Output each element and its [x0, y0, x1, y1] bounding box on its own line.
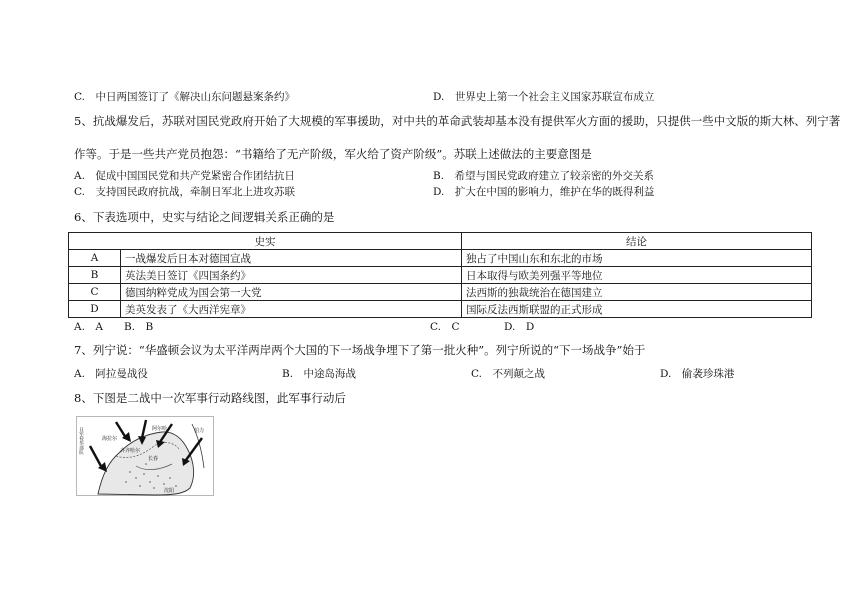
row-conclusion: 独占了中国山东和东北的市场: [462, 250, 812, 267]
map-label-qiqihar: 齐齐哈尔: [120, 448, 141, 454]
q8-stem: 8、下图是二战中一次军事行动路线图，此军事行动后: [74, 391, 346, 405]
row-fact: 一战爆发后日本对德国宣战: [121, 250, 462, 267]
row-conclusion: 法西斯的独裁统治在德国建立: [462, 284, 812, 301]
map-label-changchun: 长春: [148, 456, 159, 462]
header-conclusion: 结论: [462, 233, 812, 250]
military-route-map: [76, 416, 214, 496]
row-key: D: [69, 301, 121, 318]
row-fact: 美英发表了《大西洋宪章》: [121, 301, 462, 318]
q6-stem: 6、下表选项中，史实与结论之间逻辑关系正确的是: [74, 210, 335, 224]
q5-option-b: B. 希望与国民党政府建立了较亲密的外交关系: [433, 170, 655, 182]
map-label-hailar: 海拉尔: [102, 436, 118, 442]
row-key: C: [69, 284, 121, 301]
q6-answer-d: D. D: [504, 321, 535, 333]
q5-stem-line1: 5、抗战爆发后，苏联对国民党政府开始了大规模的军事援助，对中共的革命武装却基本没有提供军火方面的援助，只提供一些中文版的斯大林、列宁著: [74, 114, 841, 128]
q5-stem-line2: 作等。于是一些共产党员抱怨：“书籍给了无产阶级，军火给了资产阶级”。苏联上述做法的主要意图是: [74, 147, 592, 161]
q6-answers-ab: A. A B. B: [74, 321, 154, 333]
q5-option-c: C. 支持国民政府抗战，牵制日军北上进攻苏联: [74, 186, 295, 198]
q7-option-d: D. 偷袭珍珠港: [660, 368, 735, 380]
row-fact: 英法美日签订《四国条约》: [121, 267, 462, 284]
table-row: [69, 284, 812, 301]
table-row: [69, 301, 812, 318]
q7-stem: 7、列宁说：“华盛顿会议为太平洋两岸两个大国的下一场战争埋下了第一批火种”。列宁所说的“下一场战争”始于: [74, 343, 646, 357]
row-fact: 德国纳粹党成为国会第一大党: [121, 284, 462, 301]
q5-option-d: D. 扩大在中国的影响力，维护在华的既得利益: [433, 186, 655, 198]
header-fact: 史实: [69, 233, 462, 250]
prev-question-option-d: D. 世界史上第一个社会主义国家苏联宣布成立: [433, 91, 655, 103]
q5-option-a: A. 促成中国国民党和共产党紧密合作团结抗日: [74, 170, 295, 182]
table-header-row: [69, 233, 812, 250]
q6-answer-c: C. C: [430, 321, 460, 333]
q6-table: [68, 232, 812, 318]
prev-question-option-c: C. 中日两国签订了《解决山东问题悬案条约》: [74, 91, 295, 103]
row-key: B: [69, 267, 121, 284]
q7-option-a: A. 阿拉曼战役: [74, 368, 148, 380]
row-key: A: [69, 250, 121, 267]
row-conclusion: 日本取得与欧美列强平等地位: [462, 267, 812, 284]
row-conclusion: 国际反法西斯联盟的正式形成: [462, 301, 812, 318]
q7-option-b: B. 中途岛海战: [282, 368, 357, 380]
map-side-label: 日军侵华部队: [78, 427, 84, 455]
table-row: [69, 267, 812, 284]
map-label-aerha: 阿尔哈: [152, 426, 168, 432]
map-label-shenyang: 沈阳: [164, 488, 175, 494]
table-row: [69, 250, 812, 267]
q7-option-c: C. 不列颠之战: [471, 368, 545, 380]
map-label-boli: 伯力: [194, 428, 205, 434]
